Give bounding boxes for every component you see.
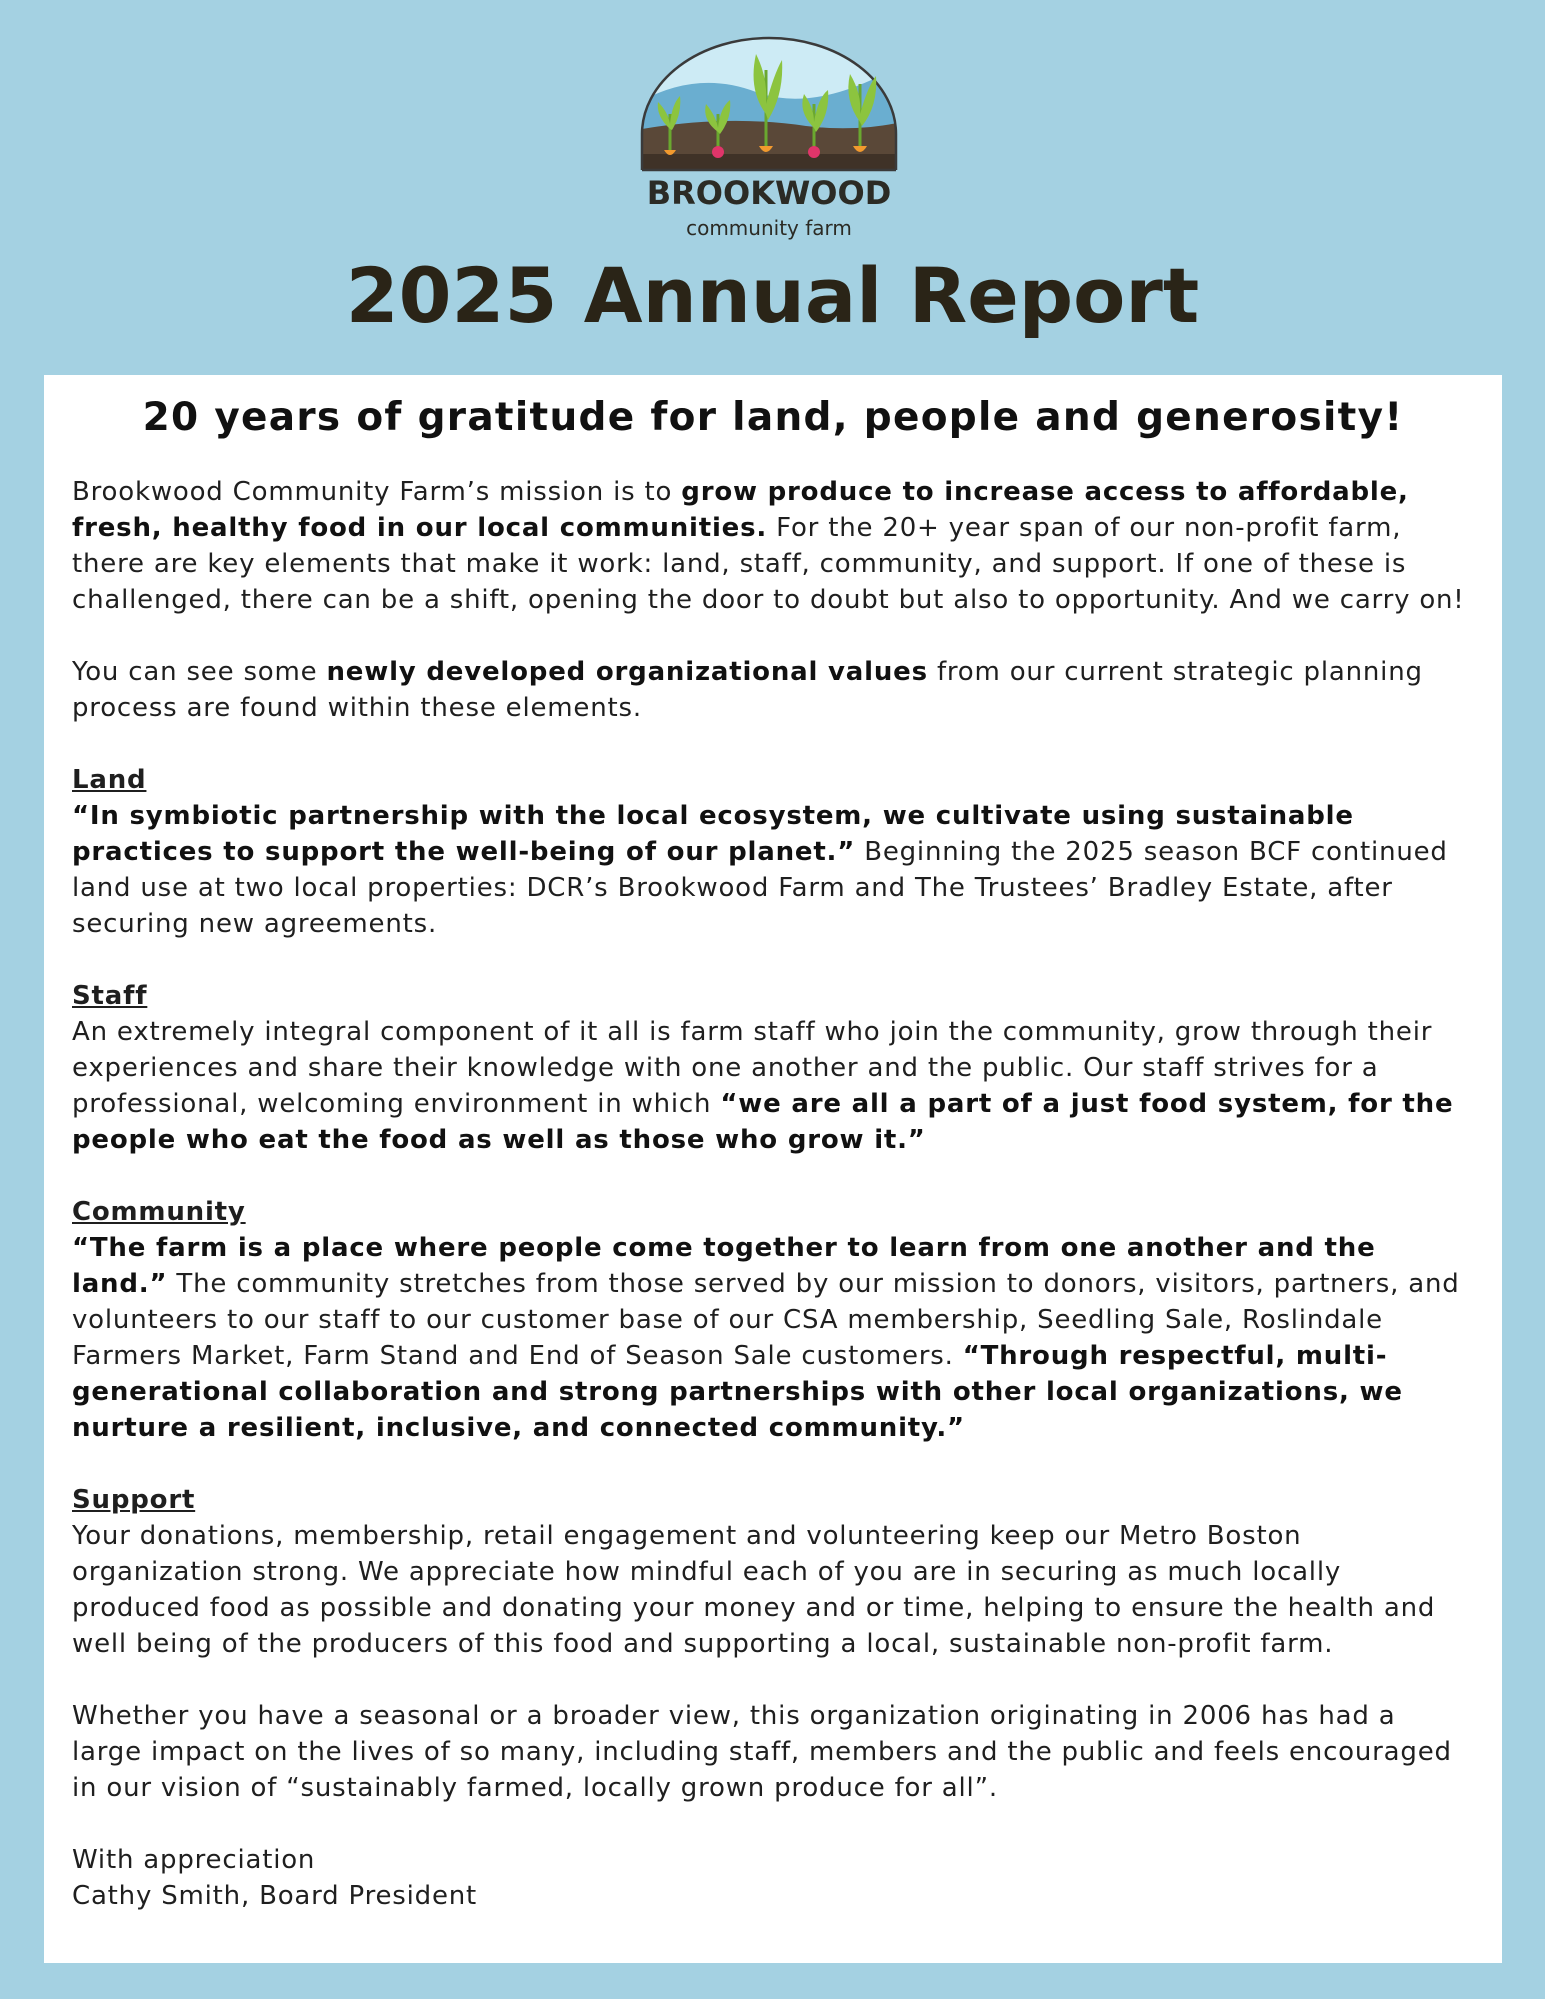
staff-text: An extremely integral component of it all is farm staff who join the community, grow through their experiences and share their knowledge with one another and the public. Our staff strives for a professional, welcoming environment in which xyxy=(72,1016,1433,1119)
land-heading: Land xyxy=(72,764,147,795)
closing-paragraph: Whether you have a seasonal or a broader view, this organization originating in 2006 has had a large impact on the lives of so many, including staff, members and the public and feels encouraged in our vision of “sustainably farmed, locally grown produce for all”. xyxy=(72,1700,1452,1803)
signature-line-2: Cathy Smith, Board President xyxy=(72,1880,478,1911)
intro-text-2: For the 20+ year span of our non-profit farm, there are key elements that make it work: land, staff, community, and support. If one of these is challenged, there can be a shift, opening the door to doubt but also to opportunity. And we carry on! xyxy=(72,512,1465,615)
values-text-2: from our current strategic planning process are found within these elements. xyxy=(72,656,1423,723)
intro-paragraph xyxy=(72,474,1474,618)
farm-logo-graphic xyxy=(636,34,902,174)
headline: 20 years of gratitude for land, people and generosity! xyxy=(142,395,1404,440)
community-value-1: “The farm is a place where people come together to learn from one another and the land.” xyxy=(72,1232,1376,1299)
community-section xyxy=(72,1194,1474,1446)
land-text: Beginning the 2025 season BCF continued land use at two local properties: DCR’s Brookwood Farm and The Trustees’ Bradley Estate, after securing new agreements. xyxy=(72,836,1448,939)
community-text: The community stretches from those served by our mission to donors, visitors, partners, and volunteers to our staff to our customer base of our CSA membership, Seedling Sale, Roslindale Farmers Market, Farm Stand and End of Season Sale customers. xyxy=(72,1268,1460,1371)
community-value-2: “Through respectful, multi-generational collaboration and strong partnerships with other local organizations, we nurture a resilient, inclusive, and connected community.” xyxy=(72,1340,1403,1443)
staff-section xyxy=(72,978,1474,1158)
signature xyxy=(72,1842,1474,1914)
intro-text-1: Brookwood Community Farm’s mission is to xyxy=(72,476,682,507)
support-section xyxy=(72,1482,1474,1662)
content-body xyxy=(72,393,1474,1914)
brookwood-logo xyxy=(636,34,902,244)
report-title: 2025 Annual Report xyxy=(345,251,1200,340)
values-paragraph xyxy=(72,654,1474,726)
logo-name: BROOKWOOD xyxy=(646,174,892,212)
community-heading: Community xyxy=(72,1196,246,1227)
support-heading: Support xyxy=(72,1484,196,1515)
land-value: “In symbiotic partnership with the local ecosystem, we cultivate using sustainable practices to support the well-being of our planet.” xyxy=(72,800,1354,867)
signature-line-1: With appreciation xyxy=(72,1844,316,1875)
values-highlight: newly developed organizational values xyxy=(326,656,928,687)
support-text: Your donations, membership, retail engagement and volunteering keep our Metro Boston organization strong. We appreciate how mindful each of you are in securing as much locally produced food as possible and donating your money and or time, helping to ensure the health and well being of the producers of this food and supporting a local, sustainable non-profit farm. xyxy=(72,1520,1436,1659)
content-panel xyxy=(44,375,1502,1963)
land-section xyxy=(72,762,1474,942)
intro-mission: grow produce to increase access to affordable, fresh, healthy food in our local communities. xyxy=(72,476,1409,543)
staff-value: “we are all a part of a just food system, for the people who eat the food as well as those who grow it.” xyxy=(72,1088,1454,1155)
staff-heading: Staff xyxy=(72,980,148,1011)
values-text-1: You can see some xyxy=(72,656,327,687)
logo-subtitle: community farm xyxy=(686,216,852,240)
